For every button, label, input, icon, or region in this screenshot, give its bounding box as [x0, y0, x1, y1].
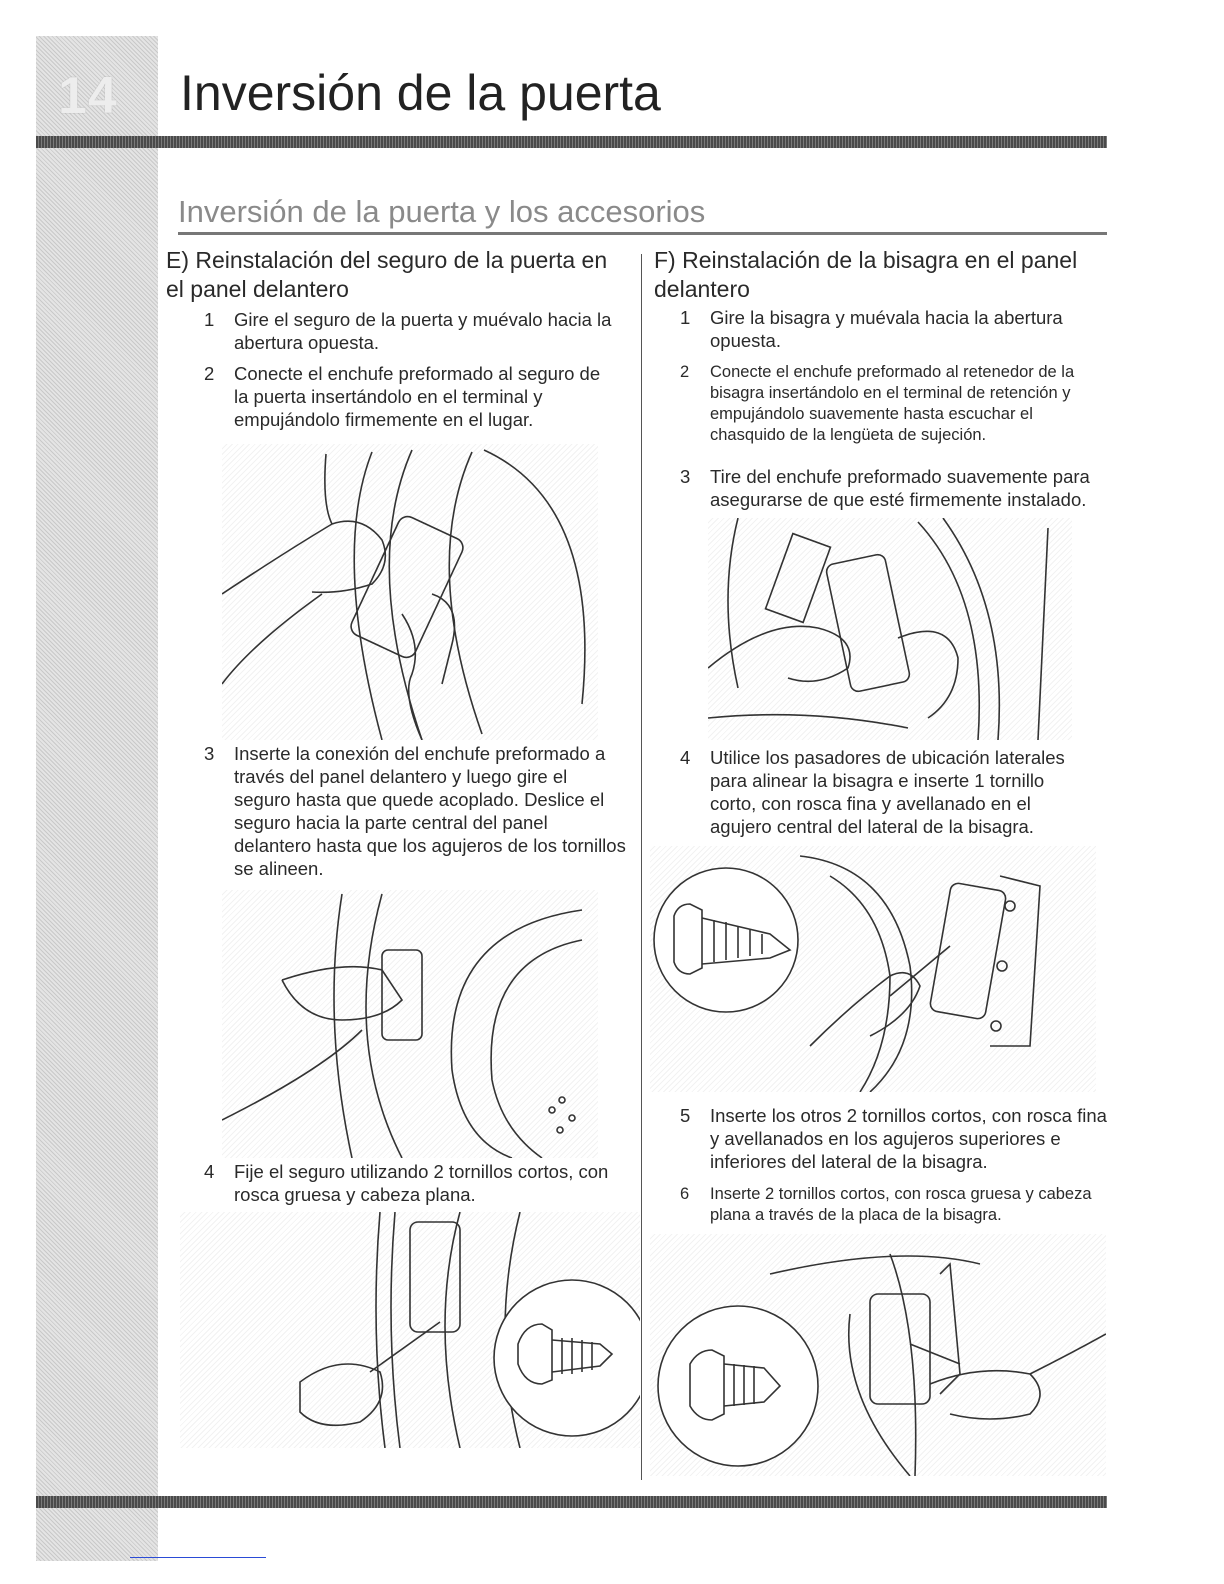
- step-number: 1: [680, 307, 691, 328]
- step-text: Inserte la conexión del enchufe preformado a través del panel delantero y luego gire el seguro hasta que quede acoplado. Deslice el seguro hacia la parte central del panel delantero hasta que los agujeros de los tornillos se alineen.: [234, 743, 626, 879]
- step-text: Tire del enchufe preformado suavemente para asegurarse de que esté firmemente instalado.: [710, 466, 1090, 510]
- figure-hinge-center-screw: [650, 846, 1096, 1092]
- figure-hinge-connect: [708, 518, 1072, 740]
- step-text: Conecte el enchufe preformado al retenedor de la bisagra insertándolo en el terminal de retención y empujándolo suavemente hasta escuchar el chasquido de la lengüeta de sujeción.: [710, 363, 1075, 444]
- step-number: 2: [680, 363, 690, 381]
- step-number: 6: [680, 1185, 690, 1203]
- step-text: Gire el seguro de la puerta y muévalo hacia la abertura opuesta.: [234, 309, 612, 353]
- step-text: Fije el seguro utilizando 2 tornillos cortos, con rosca gruesa y cabeza plana.: [234, 1161, 609, 1205]
- step-number: 4: [204, 1161, 215, 1182]
- figure-door-lock-slide: [222, 890, 598, 1158]
- step-number: 5: [680, 1105, 691, 1126]
- section-subtitle: Inversión de la puerta y los accesorios: [178, 194, 706, 229]
- bottom-underline: [130, 1557, 266, 1558]
- step-number: 3: [204, 743, 215, 764]
- step-number: 4: [680, 747, 691, 768]
- right-heading: F) Reinstalación de la bisagra en el panel delantero: [654, 247, 1078, 302]
- sidebar-band: [36, 36, 158, 1561]
- bottom-rule: [36, 1496, 1107, 1508]
- step-text: Gire la bisagra y muévala hacia la abertura opuesta.: [710, 307, 1063, 351]
- left-heading: E) Reinstalación del seguro de la puerta en el panel delantero: [166, 247, 608, 302]
- step-text: Inserte los otros 2 tornillos cortos, con rosca fina y avellanados en los agujeros superiores e inferiores del lateral de la bisagra.: [710, 1105, 1107, 1172]
- figure-hinge-plate-screws: [650, 1234, 1106, 1476]
- step-number: 1: [204, 309, 215, 330]
- step-number: 2: [204, 363, 215, 384]
- subtitle-rule: [178, 232, 1107, 235]
- page-number: 14: [58, 67, 118, 125]
- page-title: Inversión de la puerta: [180, 65, 661, 121]
- step-text: Inserte 2 tornillos cortos, con rosca gruesa y cabeza plana a través de la placa de la bisagra.: [710, 1185, 1092, 1224]
- column-divider: [641, 254, 642, 1480]
- figure-door-lock-connect: [222, 444, 598, 740]
- figure-door-lock-screws: [180, 1212, 640, 1448]
- step-text: Utilice los pasadores de ubicación laterales para alinear la bisagra e inserte 1 tornillo corto, con rosca fina y avellanado en el agujero central del lateral de la bisagra.: [710, 747, 1065, 837]
- top-rule: [36, 136, 1107, 148]
- step-number: 3: [680, 466, 691, 487]
- step-text: Conecte el enchufe preformado al seguro de la puerta insertándolo en el terminal y empujándolo firmemente en el lugar.: [234, 363, 601, 430]
